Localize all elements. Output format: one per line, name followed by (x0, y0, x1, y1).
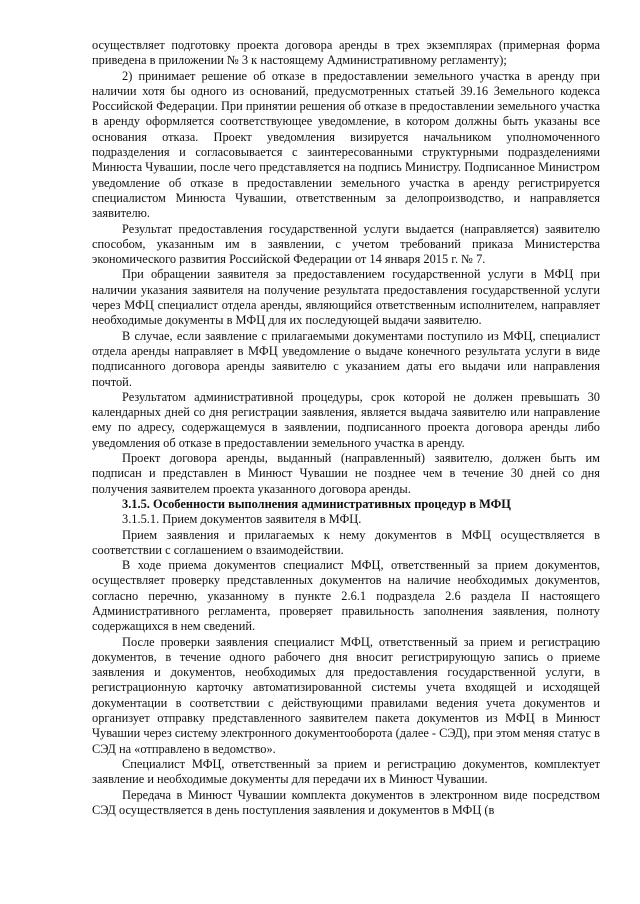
section-heading-mfc: 3.1.5. Особенности выполнения административных процедур в МФЦ (122, 496, 511, 511)
paragraph-procedure-result: Результатом административной процедуры, срок которой не должен превышать 30 календарных дней со дня регистрации заявления, является выдача заявителю или направление ему по адресу, содержащемуся в заявлении, подписанного проекта договора аренды либо уведомления об отказе в предоставлении земельного участка в аренду. (92, 389, 600, 450)
subsection-label: 3.1.5.1. Прием документов заявителя в МФЦ. (122, 512, 362, 527)
paragraph-document-check: В ходе приема документов специалист МФЦ, ответственный за прием документов, осуществляет проверку представленных документов на наличие необходимых документов, согласно перечню, указанному в пункте 2.6.1 подраздела 2.6 раздела II настоящего Административного регламента, проверяет правильность заполнения заявления, полноту содержащихся в нем сведений. (92, 558, 600, 634)
paragraph-registration: После проверки заявления специалист МФЦ, ответственный за прием и регистрацию документов, в течение одного рабочего дня вносит регистрирующую запись о приеме заявления и документов, необходимых для предоставления государственной услуги, в регистрационную карточку автоматизированной системы учета входящей и исходящей документации в соответствии с действующими правилами ведения учета документов и организует отправку представленного заявителем пакета документов из МФЦ в Минюст Чувашии через систему электронного документооборота (далее - СЭД), при этом меняя статус в СЭД на «отправлено в ведомство». (92, 634, 600, 756)
paragraph-package-assembly: Специалист МФЦ, ответственный за прием и регистрацию документов, комплектует заявление и необходимые документы для передачи их в Минюст Чувашии. (92, 756, 600, 787)
paragraph-contract-signing: Проект договора аренды, выданный (направленный) заявителю, должен быть им подписан и представлен в Минюст Чувашии не позднее чем в течение 30 дней со дня получения заявителем проекта указанного договора аренды. (92, 451, 600, 496)
paragraph-mfc-notification: В случае, если заявление с прилагаемыми документами поступило из МФЦ, специалист отдела аренды направляет в МФЦ уведомление о выдаче конечного результата услуги в виде подписанного договора аренды заявителю с указанием даты его выдачи или направления почтой. (92, 328, 600, 389)
paragraph-result-delivery: Результат предоставления государственной услуги выдается (направляется) заявителю способом, указанным им в заявлении, с учетом требований приказа Министерства экономического развития Российской Федерации от 14 января 2015 г. № 7. (92, 221, 600, 267)
paragraph-contract-copies: осуществляет подготовку проекта договора аренды в трех экземплярах (примерная форма приведена в приложении № 3 к настоящему Административному регламенту); (92, 38, 600, 68)
paragraph-refusal-decision: 2) принимает решение об отказе в предоставлении земельного участка в аренду при наличии хотя бы одного из оснований, предусмотренных статьей 39.16 Земельного кодекса Российской Федерации. При принятии решения об отказе в предоставлении земельного участка в аренду оформляется соответствующее уведомление, в котором должны быть указаны все основания отказа. Проект уведомления визируется начальником уполномоченного подразделения и согласовывается с заинтересованными структурными подразделениями Минюста Чувашии, после чего представляется на подпись Министру. Подписанное Министром уведомление об отказе в предоставлении земельного участка в аренду регистрируется специалистом Минюста Чувашии, ответственным за делопроизводство, и направляется заявителю. (92, 68, 600, 221)
paragraph-electronic-transfer: Передача в Минюст Чувашии комплекта документов в электронном виде посредством СЭД осуществляется в день поступления заявления и документов в МФЦ (в (92, 787, 600, 817)
paragraph-reception-agreement: Прием заявления и прилагаемых к нему документов в МФЦ осуществляется в соответствии с соглашением о взаимодействии. (92, 527, 600, 557)
paragraph-mfc-request: При обращении заявителя за предоставлением государственной услуги в МФЦ при наличии указания заявителя на получение результата предоставления государственной услуги через МФЦ специалист отдела аренды, являющийся ответственным исполнителем, направляет необходимые документы в МФЦ для их последующей выдачи заявителю. (92, 267, 600, 328)
document-page (92, 38, 600, 818)
